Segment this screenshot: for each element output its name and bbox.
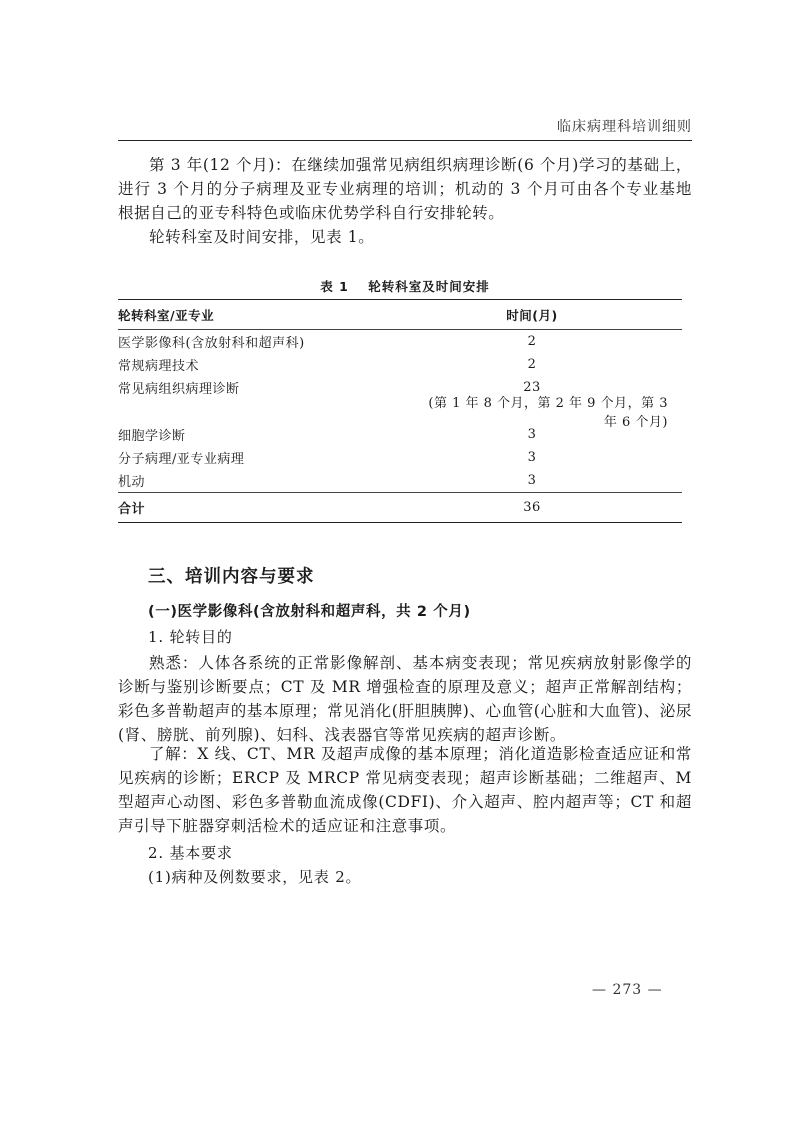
table-total-row — [118, 492, 682, 522]
table1-caption-title: 轮转科室及时间安排 — [368, 279, 490, 294]
table-cell-duration: 2 — [527, 334, 537, 349]
intro-paragraph-year3: 第 3 年(12 个月)：在继续加强常见病组织病理诊断(6 个月)学习的基础上，进行 3 个月的分子病理及亚专业病理的培训；机动的 3 个月可由各个专业基地根据自己的亚专科特色或临床优势学科自行安排轮转。 — [118, 156, 692, 222]
table-cell-duration: 3 — [527, 473, 537, 488]
item-heading-rotation-goal: 1. 轮转目的 — [148, 628, 233, 646]
table-total-label: 合计 — [118, 502, 146, 517]
paragraph-familiar: 熟悉：人体各系统的正常影像解剖、基本病变表现；常见疾病放射影像学的诊断与鉴别诊断要点；CT 及 MR 增强检查的原理及意义；超声正常解剖结构；彩色多普勒超声的基本原理；常见消化(肝胆胰脾)、心血管(心脏和大血管)、泌尿(肾、膀胱、前列腺)、妇科、浅表器官等常见疾病的超声诊断。 — [118, 654, 692, 744]
table1-caption-label: 表 1 — [320, 279, 349, 294]
table-cell-duration: 3 — [527, 427, 537, 442]
table-cell-duration: 2 — [527, 357, 537, 372]
section-heading: 三、培训内容与要求 — [148, 567, 315, 587]
item-case-requirements: (1)病种及例数要求，见表 2。 — [148, 868, 362, 886]
table-row-note — [118, 396, 682, 430]
table-header-row — [118, 300, 682, 330]
table-row — [118, 330, 682, 353]
page-number: — 273 — — [592, 982, 663, 998]
header-divider — [118, 140, 692, 141]
table-cell-department: 分子病理/亚专业病理 — [118, 452, 245, 467]
table1-caption — [118, 277, 692, 295]
running-header-title: 临床病理科培训细则 — [557, 119, 692, 135]
table-row — [118, 423, 682, 446]
table-row — [118, 446, 682, 469]
table-cell-duration: 23 — [523, 380, 541, 395]
table-cell-department: 医学影像科(含放射科和超声科) — [118, 336, 305, 351]
subsection-heading: (一)医学影像科(含放射科和超声科，共 2 个月) — [148, 604, 471, 620]
table-cell-department: 细胞学诊断 — [118, 429, 186, 444]
table-cell-duration-note: (第 1 年 8 个月，第 2 年 9 个月，第 3 年 6 个月) — [428, 396, 668, 430]
intro-paragraph-table-ref: 轮转科室及时间安排，见表 1。 — [149, 228, 375, 246]
table-row — [118, 469, 682, 492]
table-header-department: 轮转科室/亚专业 — [118, 307, 215, 323]
table-total-value: 36 — [523, 500, 541, 515]
table-cell-duration: 3 — [527, 450, 537, 465]
rotation-table — [118, 299, 682, 523]
table-cell-department: 常规病理技术 — [118, 359, 200, 374]
table-cell-department: 常见病组织病理诊断 — [118, 382, 240, 397]
table-header-duration: 时间(月) — [506, 307, 558, 323]
table-cell-department: 机动 — [118, 475, 146, 490]
paragraph-understand: 了解：X 线、CT、MR 及超声成像的基本原理；消化道造影检查适应证和常见疾病的诊断；ERCP 及 MRCP 常见病变表现；超声诊断基础；二维超声、M 型超声心动图、彩色多普勒血流成像(CDFI)、介入超声、腔内超声等；CT 和超声引导下脏器穿刺活检术的适应证和注意事项。 — [118, 745, 692, 835]
item-heading-basic-requirements: 2. 基本要求 — [148, 844, 233, 862]
table-row — [118, 353, 682, 376]
